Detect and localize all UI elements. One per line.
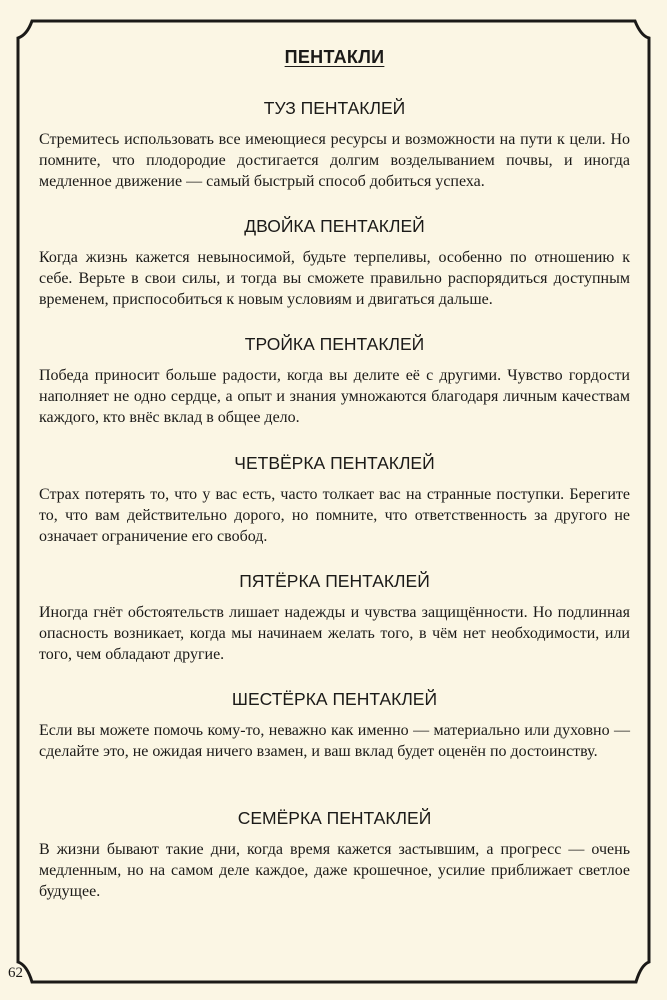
card-seven-of-pentacles bbox=[39, 805, 630, 902]
card-six-of-pentacles bbox=[39, 686, 630, 762]
section-title: ПЕНТАКЛИ bbox=[284, 47, 385, 67]
page-number: 62 bbox=[8, 965, 23, 981]
card-title: ШЕСТЁРКА ПЕНТАКЛЕЙ bbox=[231, 689, 438, 709]
card-text: Когда жизнь кажется невыносимой, будьте терпеливы, особенно по отношению к себе. Верьте в свои силы, и тогда вы сможете правильно распорядиться доступным временем, приспособиться к новым условиям и двигаться дальше. bbox=[39, 249, 630, 308]
card-title: ДВОЙКА ПЕНТАКЛЕЙ bbox=[244, 216, 425, 236]
card-title: ПЯТЁРКА ПЕНТАКЛЕЙ bbox=[239, 571, 430, 591]
card-five-of-pentacles bbox=[39, 568, 630, 665]
card-two-of-pentacles bbox=[39, 213, 630, 310]
card-text: Страх потерять то, что у вас есть, часто толкает вас на странные поступки. Берегите то, что вам действительно дорого, но помните, что ответственность за другого не означает ограничение его свобод. bbox=[39, 486, 630, 545]
card-title: ТУЗ ПЕНТАКЛЕЙ bbox=[263, 98, 406, 118]
card-title: ЧЕТВЁРКА ПЕНТАКЛЕЙ bbox=[234, 453, 435, 473]
card-ace-of-pentacles bbox=[39, 95, 630, 192]
card-text: Победа приносит больше радости, когда вы делите её с другими. Чувство гордости наполняет не одно сердце, а опыт и знания умножаются благодаря личным качествам каждого, кто внёс вклад в общее дело. bbox=[39, 367, 630, 426]
card-four-of-pentacles bbox=[39, 450, 630, 547]
card-title: ТРОЙКА ПЕНТАКЛЕЙ bbox=[244, 334, 425, 354]
card-text: Иногда гнёт обстоятельств лишает надежды и чувства защищённости. Но подлинная опасность возникает, когда мы начинаем желать того, в чём нет необходимости, или того, чем обладают другие. bbox=[39, 604, 630, 663]
card-three-of-pentacles bbox=[39, 331, 630, 428]
card-text: В жизни бывают такие дни, когда время кажется застывшим, а прогресс — очень медленным, но на самом деле каждое, даже крошечное, усилие приближает светлое будущее. bbox=[39, 841, 630, 900]
card-text: Если вы можете помочь кому-то, неважно как именно — материально или духовно — сделайте это, не ожидая ничего взамен, и ваш вклад будет оценён по достоинству. bbox=[39, 722, 630, 760]
card-title: СЕМЁРКА ПЕНТАКЛЕЙ bbox=[237, 808, 432, 828]
card-text: Стремитесь использовать все имеющиеся ресурсы и возможности на пути к цели. Но помните, что плодородие достигается долгим возделыванием почвы, и иногда медленное движение — самый быстрый способ добиться успеха. bbox=[39, 131, 630, 190]
